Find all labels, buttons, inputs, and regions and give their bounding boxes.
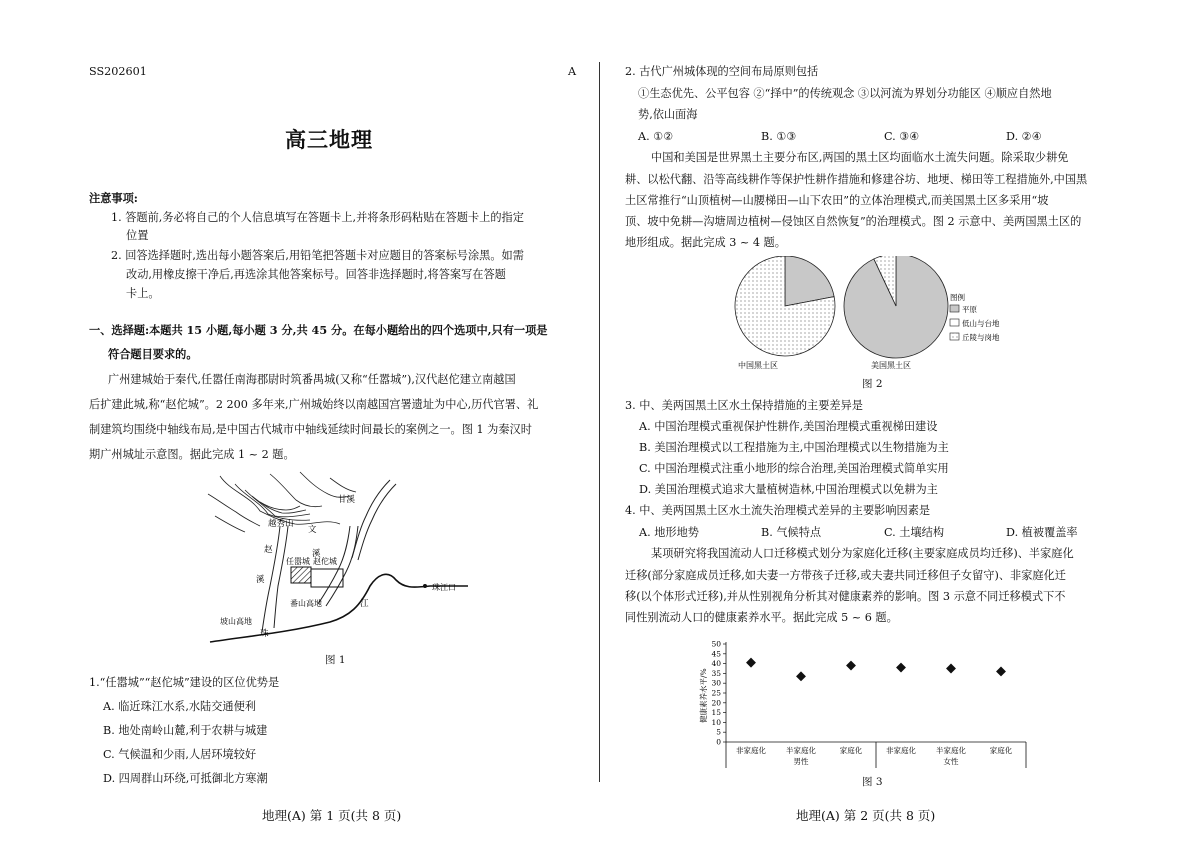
fig3-ytick-label: 15 xyxy=(711,708,721,718)
notice-item-2: 2. 回答选择题时,选出每小题答案后,用铅笔把答题卡对应题目的答案标号涂黑。如需 xyxy=(111,249,524,262)
q1-option-d: D. 四周群山环绕,可抵御北方寒潮 xyxy=(103,772,268,785)
fig3-ticks xyxy=(711,640,726,747)
section-heading: 一、选择题:本题共 15 小题,每小题 3 分,共 45 分。在每小题给出的四个选项中,只有一项是 xyxy=(89,323,548,337)
footer-left: 地理(A) 第 1 页(共 8 页) xyxy=(262,808,402,823)
river-streams xyxy=(262,480,396,632)
passage1-line1: 广州建城始于秦代,任嚣任南海郡尉时筑番禺城(又称“任嚣城”),汉代赵佗建立南越国 xyxy=(108,373,516,386)
fig3-data-point xyxy=(896,663,906,673)
footer-right: 地理(A) 第 2 页(共 8 页) xyxy=(796,808,936,823)
fig3-category-label: 家庭化 xyxy=(839,746,863,755)
passage1-line3: 制建筑均围绕中轴线布局,是中国古代城市中轴线延续时间最长的案例之一。图 1 为秦汉时 xyxy=(89,423,532,436)
notice-item-2-cont2: 卡上。 xyxy=(126,287,160,300)
q1-option-c: C. 气候温和少雨,人居环境较好 xyxy=(103,748,257,761)
fig3-ytick-label: 5 xyxy=(716,727,721,737)
q2-option-b: B. ①③ xyxy=(761,130,797,143)
fig3-category-label: 家庭化 xyxy=(989,746,1013,755)
pie-usa xyxy=(844,256,948,358)
q4-stem: 4. 中、美两国黑土区水土流失治理模式差异的主要影响因素是 xyxy=(625,504,931,517)
map-label-xi1: 溪 xyxy=(312,549,321,559)
passage2-line3: 土区常推行“山顶植树—山腰梯田—山下农田”的立体治理模式,而美国黑土区多采用“坡 xyxy=(625,194,1049,207)
fig3-category-label: 半家庭化 xyxy=(936,746,966,755)
q2-option-c: C. ③④ xyxy=(884,130,920,143)
q2-stem: 2. 古代广州城体现的空间布局原则包括 xyxy=(625,65,819,78)
version-mark: A xyxy=(568,65,577,78)
fig3-axes xyxy=(726,642,1026,768)
zhaotuo-city-box xyxy=(311,569,343,587)
pie-china xyxy=(735,256,835,356)
q3-option-d: D. 美国治理模式追求大量植树造林,中国治理模式以免耕为主 xyxy=(639,483,938,496)
legend-swatch-plain xyxy=(950,305,959,312)
section-heading-cont: 符合题目要求的。 xyxy=(108,347,198,361)
map-label-zhujiangkou: 珠江口 xyxy=(432,583,456,592)
legend-label-lowmountain: 低山与台地 xyxy=(962,319,1000,328)
passage2-line2: 耕、以松代翻、沿等高线耕作等保护性耕作措施和修建谷坊、地埂、梯田等工程措施外,中国黑 xyxy=(625,173,1088,186)
q2-options-line2: 势,依山面海 xyxy=(638,108,698,121)
legend-swatch-hills xyxy=(950,333,959,340)
q2-option-d: D. ②④ xyxy=(1006,130,1042,143)
page-divider xyxy=(599,62,600,782)
q1-option-a: A. 临近珠江水系,水陆交通便利 xyxy=(103,700,256,713)
q2-option-a: A. ①② xyxy=(638,130,674,143)
map-label-yuexiushan: 越秀山 xyxy=(268,519,294,529)
fig3-data-point xyxy=(796,671,806,681)
notice-item-1-cont: 位置 xyxy=(126,229,149,242)
legend-title: 图例 xyxy=(950,293,965,302)
passage3-line2: 迁移(部分家庭成员迁移,如夫妻一方带孩子迁移,或夫妻共同迁移但子女留守)、非家庭化迁 xyxy=(625,569,1066,582)
page-title: 高三地理 xyxy=(285,127,373,152)
fig3-ytick-label: 20 xyxy=(711,698,721,708)
fig3-points xyxy=(746,658,1006,682)
q4-option-d: D. 植被覆盖率 xyxy=(1006,526,1078,539)
legend-label-hills: 丘陵与岗地 xyxy=(962,333,1000,342)
estuary-point xyxy=(423,584,427,588)
pie-china-label: 中国黑土区 xyxy=(738,361,778,370)
fig3-ytick-label: 40 xyxy=(711,659,721,669)
q4-option-a: A. 地形地势 xyxy=(639,526,699,539)
fig3-category-label: 半家庭化 xyxy=(786,746,816,755)
passage3-line3: 移(以个体形式迁移),并从性别视角分析其对健康素养的影响。图 3 示意不同迁移模式下不 xyxy=(625,590,1066,603)
pie-usa-label: 美国黑土区 xyxy=(871,361,911,370)
map-label-wen: 文 xyxy=(308,525,317,535)
passage1-line2: 后扩建此城,称“赵佗城”。2 200 多年来,广州城始终以南越国宫署遗址为中心,历代官署、礼 xyxy=(89,398,539,411)
fig3-ytick-label: 50 xyxy=(711,639,721,649)
q1-stem: 1.“任嚣城”“赵佗城”建设的区位优势是 xyxy=(89,676,280,689)
fig3-category-label: 非家庭化 xyxy=(736,746,766,755)
fig3-categories xyxy=(736,745,1013,766)
passage1-line4: 期广州城址示意图。据此完成 1 ~ 2 题。 xyxy=(89,448,295,461)
fig3-group-label: 男性 xyxy=(793,757,809,766)
map-label-jiang: 江 xyxy=(360,599,369,609)
fig3-data-point xyxy=(996,666,1006,676)
map-label-poshan: 坡山高地 xyxy=(220,617,252,626)
passage3-line1: 某项研究将我国流动人口迁移模式划分为家庭化迁移(主要家庭成员均迁移)、半家庭化 xyxy=(651,547,1074,560)
fig3-ytick-label: 10 xyxy=(711,717,721,727)
pie-legend xyxy=(950,292,1000,342)
fig3-ytick-label: 30 xyxy=(711,678,721,688)
notice-item-2-cont: 改动,用橡皮擦干净后,再选涂其他答案标号。回答非选择题时,将答案写在答题 xyxy=(126,268,506,281)
map-label-zhaotuo: 赵佗城 xyxy=(313,557,337,566)
q3-option-a: A. 中国治理模式重视保护性耕作,美国治理模式重视梯田建设 xyxy=(639,420,938,433)
fig3-group-label: 女性 xyxy=(943,757,959,766)
q2-options-line1: ①生态优先、公平包容 ②“择中”的传统观念 ③以河流为界划分功能区 ④顺应自然地 xyxy=(638,87,1052,100)
fig3-ytick-label: 0 xyxy=(716,737,721,747)
figure1-map xyxy=(200,466,470,646)
figure2-pies xyxy=(728,256,1028,376)
map-label-xi2: 溪 xyxy=(256,575,265,585)
notice-item-1: 1. 答题前,务必将自己的个人信息填写在答题卡上,并将条形码粘贴在答题卡上的指定 xyxy=(111,211,524,224)
legend-label-plain: 平原 xyxy=(962,305,977,314)
passage2-line5: 地形组成。据此完成 3 ~ 4 题。 xyxy=(625,236,786,249)
map-label-ganxi: 甘溪 xyxy=(338,495,356,505)
fig3-ylabel: 健康素养水平/% xyxy=(699,668,708,723)
q4-option-c: C. 土壤结构 xyxy=(884,526,945,539)
legend-swatch-lowmountain xyxy=(950,319,959,326)
fig3-data-point xyxy=(946,664,956,674)
notice-heading: 注意事项: xyxy=(89,191,138,205)
fig3-ytick-label: 25 xyxy=(711,688,721,698)
figure3-caption: 图 3 xyxy=(862,776,883,788)
figure2-caption: 图 2 xyxy=(862,378,883,390)
figure3-chart xyxy=(690,632,1040,772)
q4-option-b: B. 气候特点 xyxy=(761,526,822,539)
q1-option-b: B. 地处南岭山麓,利于农耕与城建 xyxy=(103,724,268,737)
q3-stem: 3. 中、美两国黑土区水土保持措施的主要差异是 xyxy=(625,399,863,412)
fig3-data-point xyxy=(746,658,756,668)
fig3-ytick-label: 35 xyxy=(711,668,721,678)
map-label-zhu: 珠 xyxy=(260,629,269,639)
fig3-category-label: 非家庭化 xyxy=(886,746,916,755)
exam-code: SS202601 xyxy=(89,65,147,78)
fig3-ytick-label: 45 xyxy=(711,649,721,659)
figure1-caption: 图 1 xyxy=(325,654,346,666)
passage2-line4: 顶、坡中免耕—沟塘周边植树—侵蚀区自然恢复”的治理模式。图 2 示意中、美两国黑土区的 xyxy=(625,215,1082,228)
q3-option-b: B. 美国治理模式以工程措施为主,中国治理模式以生物措施为主 xyxy=(639,441,949,454)
map-label-panshan: 番山高地 xyxy=(290,599,322,608)
map-label-renxiao: 任嚣城 xyxy=(286,557,310,566)
passage3-line4: 同性别流动人口的健康素养水平。据此完成 5 ~ 6 题。 xyxy=(625,611,898,624)
passage2-line1: 中国和美国是世界黑土主要分布区,两国的黑土区均面临水土流失问题。除采取少耕免 xyxy=(651,151,1069,164)
map-label-zhao: 赵 xyxy=(264,545,273,555)
q3-option-c: C. 中国治理模式注重小地形的综合治理,美国治理模式简单实用 xyxy=(639,462,949,475)
fig3-data-point xyxy=(846,661,856,671)
renxiao-city-box xyxy=(291,567,311,583)
